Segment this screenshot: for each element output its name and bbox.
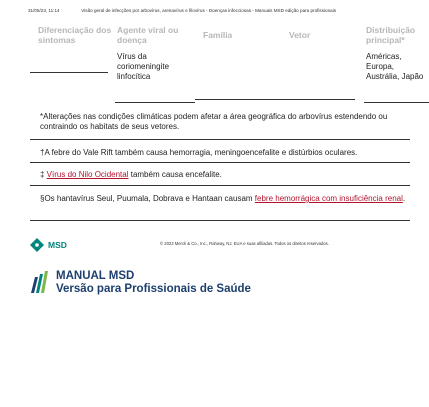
footnote-text: também causa encefalite. bbox=[128, 170, 222, 179]
table-header bbox=[36, 22, 429, 48]
cell-distribution: Américas, Europa, Austrália, Japão bbox=[366, 52, 424, 82]
divider bbox=[30, 220, 410, 221]
manual-subtitle: Versão para Profissionais de Saúde bbox=[56, 283, 251, 295]
print-title: Visão geral de infecções por arbovírus, arenavírus e filovírus - Doenças infecciosas - Manuais MSD edição para profissionais bbox=[81, 8, 337, 13]
header-symptoms: Diferenciação dos sintomas bbox=[38, 25, 112, 45]
table-rule bbox=[195, 99, 355, 100]
west-nile-link[interactable]: Vírus do Nilo Ocidental bbox=[46, 170, 129, 179]
footnote-text: §Os hantavírus Seul, Puumala, Dobrava e Hantaan causam bbox=[40, 194, 255, 203]
footnote-hantavirus bbox=[40, 194, 425, 204]
divider bbox=[30, 139, 410, 140]
table-rule bbox=[30, 72, 108, 73]
msd-logo-icon bbox=[30, 238, 44, 252]
footnote-west-nile bbox=[40, 170, 425, 180]
manual-title: MANUAL MSD bbox=[56, 270, 135, 282]
header-distribution: Distribuição principal* bbox=[366, 25, 416, 45]
header-agent: Agente viral ou doença bbox=[117, 25, 179, 45]
divider bbox=[30, 185, 410, 186]
manual-stripes-icon bbox=[30, 270, 50, 294]
print-datetime: 31/05/23, 11:14 bbox=[28, 8, 60, 13]
footnote-climate: *Alterações nas condições climáticas podem afetar a área geográfica do arbovírus estendendo ou contraindo os habitats de seus vetores. bbox=[40, 112, 388, 132]
copyright: © 2023 Merck & Co., Inc., Rahway, NJ, EUA e suas afiliadas. Todos os direitos reservados. bbox=[160, 241, 329, 246]
print-header bbox=[28, 8, 423, 13]
header-family: Família bbox=[203, 30, 233, 40]
manual-msd-logo bbox=[30, 270, 251, 296]
msd-brand: MSD bbox=[48, 240, 67, 250]
table-rule bbox=[115, 102, 195, 103]
cell-agent: Vírus da coriomeningite linfocítica bbox=[117, 52, 170, 82]
table-rule bbox=[364, 102, 429, 103]
msd-logo bbox=[30, 238, 67, 252]
footnote-end: . bbox=[402, 194, 406, 203]
divider bbox=[30, 162, 410, 163]
header-vector: Vetor bbox=[289, 30, 311, 40]
hemorrhagic-fever-link[interactable]: febre hemorrágica com insuficiência renal bbox=[254, 194, 403, 203]
footnote-rift-valley: †A febre do Vale Rift também causa hemorragia, meningoencefalite e distúrbios oculares. bbox=[40, 148, 358, 157]
footnote-mark: ‡ bbox=[40, 170, 47, 179]
